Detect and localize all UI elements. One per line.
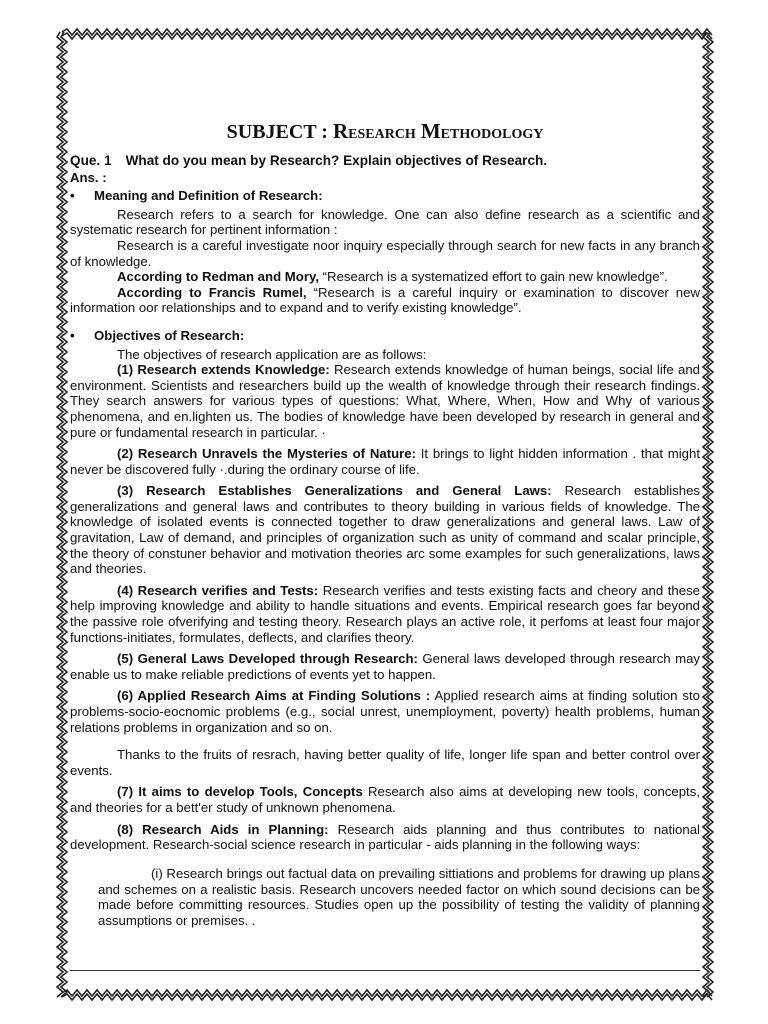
objective-item: (3) Research Establishes Generalizations and General Laws: Research establishes generalizations and general laws and contributes to theory building in various fields of knowledge. The knowledge of isolated events is connected together to draw generalizations and general laws. Law of gravitation, Law of demand, and principles of organization such as unity of command and scalar principle, the theory of constuner behavior and motivation theories arc some examples for such generalizations, laws and theories. [70, 483, 700, 577]
paragraph: Thanks to the fruits of resrach, having better quality of life, longer life span and better control over events. [70, 747, 700, 778]
paragraph: The objectives of research application are as follows: [117, 346, 427, 362]
bullet-icon: • [70, 188, 75, 204]
document-body [70, 118, 700, 942]
paragraph: Research refers to a search for knowledge. One can also define research as a scientific and systematic research for pertinent information : [70, 206, 700, 238]
question-number: Que. 1 [70, 153, 112, 168]
page-title: SUBJECT : Research Methodology [226, 119, 544, 143]
objective-item: (4) Research verifies and Tests: Research verifies and tests existing facts and cheory and these help improving knowledge and ability to handle situations and events. Empirical research goes far beyond the passive role ofverifying and testing theory. Research plays an active role, it perfoms at least four major functions-initiates, formulates, deflects, and clarifies theory. [70, 582, 700, 645]
section-heading-meaning: • Meaning and Definition of Research: [70, 188, 323, 204]
footer-rule [70, 970, 700, 971]
paragraph: According to Francis Rumel, “Research is a careful inquiry or examination to discover new information oor relationships and to expand and to verify existing knowledge”. [70, 284, 701, 316]
objective-item: (2) Research Unravels the Mysteries of Nature: It brings to light hidden information . that might never be discovered fully ·.during the ordinary course of life. [70, 446, 700, 477]
objective-item: (5) General Laws Developed through Research: General laws developed through research may enable us to make reliable predictions of events yet to happen. [70, 651, 700, 682]
section-heading-objectives: • Objectives of Research: [70, 327, 245, 343]
paragraph: Research is a careful investigate noor inquiry especially through search for new facts in any branch of knowledge. [70, 237, 700, 269]
objective-item: (1) Research extends Knowledge: Research extends knowledge of human beings, social life and environment. Scientists and researchers build up the wealth of knowledge through their research findings. They search answers for various types of questions: What, Where, When, How and Why of various phenomena, and en.lighten us. The bodies of knowledge have been developed by research in general and pure or fundamental research in particular. · [70, 362, 701, 440]
objective-item: (7) It aims to develop Tools, Concepts Research also aims at developing new tools, concepts, and theories for a bett'er study of unknown phenomena. [70, 784, 700, 815]
question-text: What do you mean by Research? Explain objectives of Research. [125, 153, 548, 168]
paragraph: According to Redman and Mory, “Research is a systematized effort to gain new knowledge”. [117, 269, 668, 285]
question-heading [70, 153, 700, 169]
bullet-icon: • [70, 327, 75, 343]
objective-item: (8) Research Aids in Planning: Research aids planning and thus contributes to national development. Research-social science research in particular - aids planning in the following ways: [70, 821, 700, 853]
sub-item: (i) Research brings out factual data on prevailing sittiations and problems for drawing up plans and schemes on a realistic basis. Research uncovers needed factor on which sound decisions can be made before committing resources. Studies open up the possibility of testing the validity of planning assumptions or premises. . [98, 865, 700, 928]
answer-label: Ans. : [70, 169, 107, 185]
objective-item: (6) Applied Research Aims at Finding Solutions : Applied research aims at finding solution sto problems-socio-eocnomic problems (e.g., social unrest, unemployment, poverty) health problems, human relations problems in organization and so on. [70, 688, 700, 735]
